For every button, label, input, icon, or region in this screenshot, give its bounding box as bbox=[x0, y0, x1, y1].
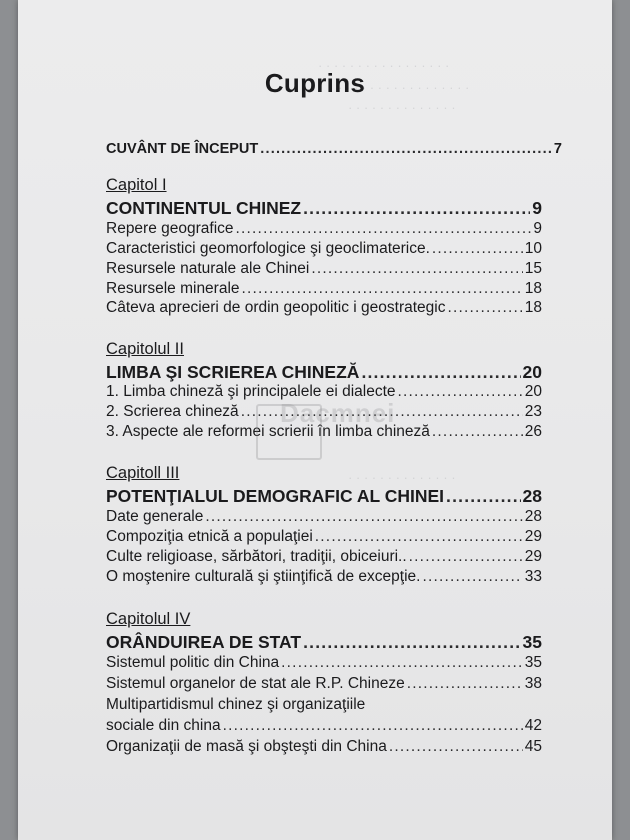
chapter-heading-label: POTENŢIALUL DEMOGRAFIC AL CHINEI bbox=[106, 486, 445, 506]
leader-dots bbox=[398, 383, 523, 401]
leader-dots bbox=[242, 280, 523, 298]
toc-item bbox=[106, 220, 542, 238]
toc-item bbox=[106, 260, 542, 278]
toc-item-page: 29 bbox=[524, 528, 542, 545]
leader-dots bbox=[281, 654, 523, 672]
leader-dots bbox=[432, 423, 523, 441]
toc-item-label: Caracteristici geomorfologice şi geoclimaterice. bbox=[106, 240, 430, 257]
toc-item-label: 1. Limba chineză şi principalele ei dialecte bbox=[106, 383, 396, 400]
toc-item-page: 45 bbox=[524, 738, 542, 755]
chapter-label: Capitol I bbox=[106, 176, 167, 194]
toc-item bbox=[106, 675, 542, 693]
toc-item bbox=[106, 240, 542, 258]
leader-dots bbox=[447, 299, 522, 317]
toc-item-wrapped-first-line bbox=[106, 696, 542, 714]
leader-dots bbox=[407, 675, 523, 693]
toc-item-label: Sistemul politic din China bbox=[106, 654, 280, 671]
toc-item-label: Resursele naturale ale Chinei bbox=[106, 260, 310, 277]
toc-item-page: 15 bbox=[524, 260, 542, 277]
toc-item bbox=[106, 508, 542, 526]
show-through-text: · · · · · · · · · · · · · · bbox=[348, 470, 456, 485]
toc-item bbox=[106, 299, 542, 317]
book-page bbox=[18, 0, 612, 840]
chapter-heading-page: 20 bbox=[522, 362, 542, 382]
leader-dots bbox=[311, 260, 522, 278]
leader-dots bbox=[260, 141, 552, 157]
toc-item-page: 38 bbox=[524, 675, 542, 692]
leader-dots bbox=[223, 717, 523, 735]
leader-dots bbox=[422, 568, 522, 586]
toc-item bbox=[106, 548, 542, 566]
chapter-label: Capitolul II bbox=[106, 340, 184, 358]
chapter-heading-page: 35 bbox=[522, 632, 542, 652]
toc-item bbox=[106, 717, 542, 735]
leader-dots bbox=[389, 738, 523, 756]
chapter-heading bbox=[106, 362, 542, 383]
toc-item-page: 18 bbox=[524, 280, 542, 297]
chapter-label: Capitolul IV bbox=[106, 610, 191, 628]
toc-item-page: 26 bbox=[524, 423, 542, 440]
toc-item-label: Câteva aprecieri de ordin geopolitic i geostrategic bbox=[106, 299, 446, 316]
chapter-heading-label: CONTINENTUL CHINEZ bbox=[106, 198, 302, 218]
toc-entry-label: CUVÂNT DE ÎNCEPUT bbox=[106, 141, 259, 157]
leader-dots bbox=[236, 220, 532, 238]
toc-item bbox=[106, 568, 542, 586]
toc-item-label: Culte religioase, sărbători, tradiţii, obiceiuri.. bbox=[106, 548, 407, 565]
toc-item-page: 29 bbox=[524, 548, 542, 565]
toc-item-label: Date generale bbox=[106, 508, 204, 525]
chapter-heading-page: 28 bbox=[522, 486, 542, 506]
leader-dots bbox=[446, 486, 521, 507]
toc-item-label: O moştenire culturală şi ştiinţifică de excepţie. bbox=[106, 568, 421, 585]
toc-item-page: 33 bbox=[524, 568, 542, 585]
toc-item bbox=[106, 738, 542, 756]
toc-item-label: Resursele minerale bbox=[106, 280, 240, 297]
toc-item-page: 18 bbox=[524, 299, 542, 316]
toc-item-page: 9 bbox=[533, 220, 542, 237]
leader-dots bbox=[361, 362, 520, 383]
toc-item bbox=[106, 654, 542, 672]
toc-item-page: 35 bbox=[524, 654, 542, 671]
toc-item-label: 2. Scrierea chineză bbox=[106, 403, 239, 420]
page-title: Cuprins bbox=[264, 68, 366, 98]
toc-item bbox=[106, 280, 542, 298]
toc-item bbox=[106, 528, 542, 546]
leader-dots bbox=[409, 548, 523, 566]
toc-front-entry bbox=[106, 141, 562, 157]
toc-item-label: Sistemul organelor de stat ale R.P. Chineze bbox=[106, 675, 405, 692]
toc-item-page: 23 bbox=[524, 403, 542, 420]
leader-dots bbox=[205, 508, 522, 526]
toc-item-label: Compoziţia etnică a populaţiei bbox=[106, 528, 313, 545]
toc-item-page: 20 bbox=[524, 383, 542, 400]
toc-item-page: 28 bbox=[524, 508, 542, 525]
show-through-text: · · · · · · · · · · · · · · · · · bbox=[318, 58, 450, 73]
chapter-heading bbox=[106, 632, 542, 653]
toc-entry-page: 7 bbox=[553, 141, 562, 157]
toc-item-page: 42 bbox=[524, 717, 542, 734]
leader-dots bbox=[303, 632, 520, 653]
toc-item-page: 10 bbox=[524, 240, 542, 257]
toc-item-label-continued: sociale din china bbox=[106, 717, 221, 734]
show-through-text: · · · · · · · · · · · · · · bbox=[348, 100, 456, 115]
chapter-heading-page: 9 bbox=[532, 198, 542, 218]
chapter-heading-label: ORÂNDUIREA DE STAT bbox=[106, 632, 302, 652]
leader-dots bbox=[303, 198, 530, 219]
toc-item-label: Repere geografice bbox=[106, 220, 234, 237]
chapter-heading-label: LIMBA ŞI SCRIEREA CHINEZĂ bbox=[106, 362, 360, 382]
toc-item-label: Organizaţii de masă şi obşteşti din China bbox=[106, 738, 387, 755]
chapter-heading bbox=[106, 486, 542, 507]
chapter-heading bbox=[106, 198, 542, 219]
toc-item-label: Multipartidismul chinez şi organizaţiile bbox=[106, 696, 366, 713]
chapter-label: Capitoll III bbox=[106, 464, 180, 482]
toc-item-label: 3. Aspecte ale reformei scrierii în limba chineză bbox=[106, 423, 430, 440]
watermark-text: Dacmnei bbox=[280, 398, 396, 428]
leader-dots bbox=[315, 528, 523, 546]
show-through-text: · · · · · · · · · · · · · · · · · bbox=[338, 80, 470, 95]
leader-dots bbox=[432, 240, 523, 258]
